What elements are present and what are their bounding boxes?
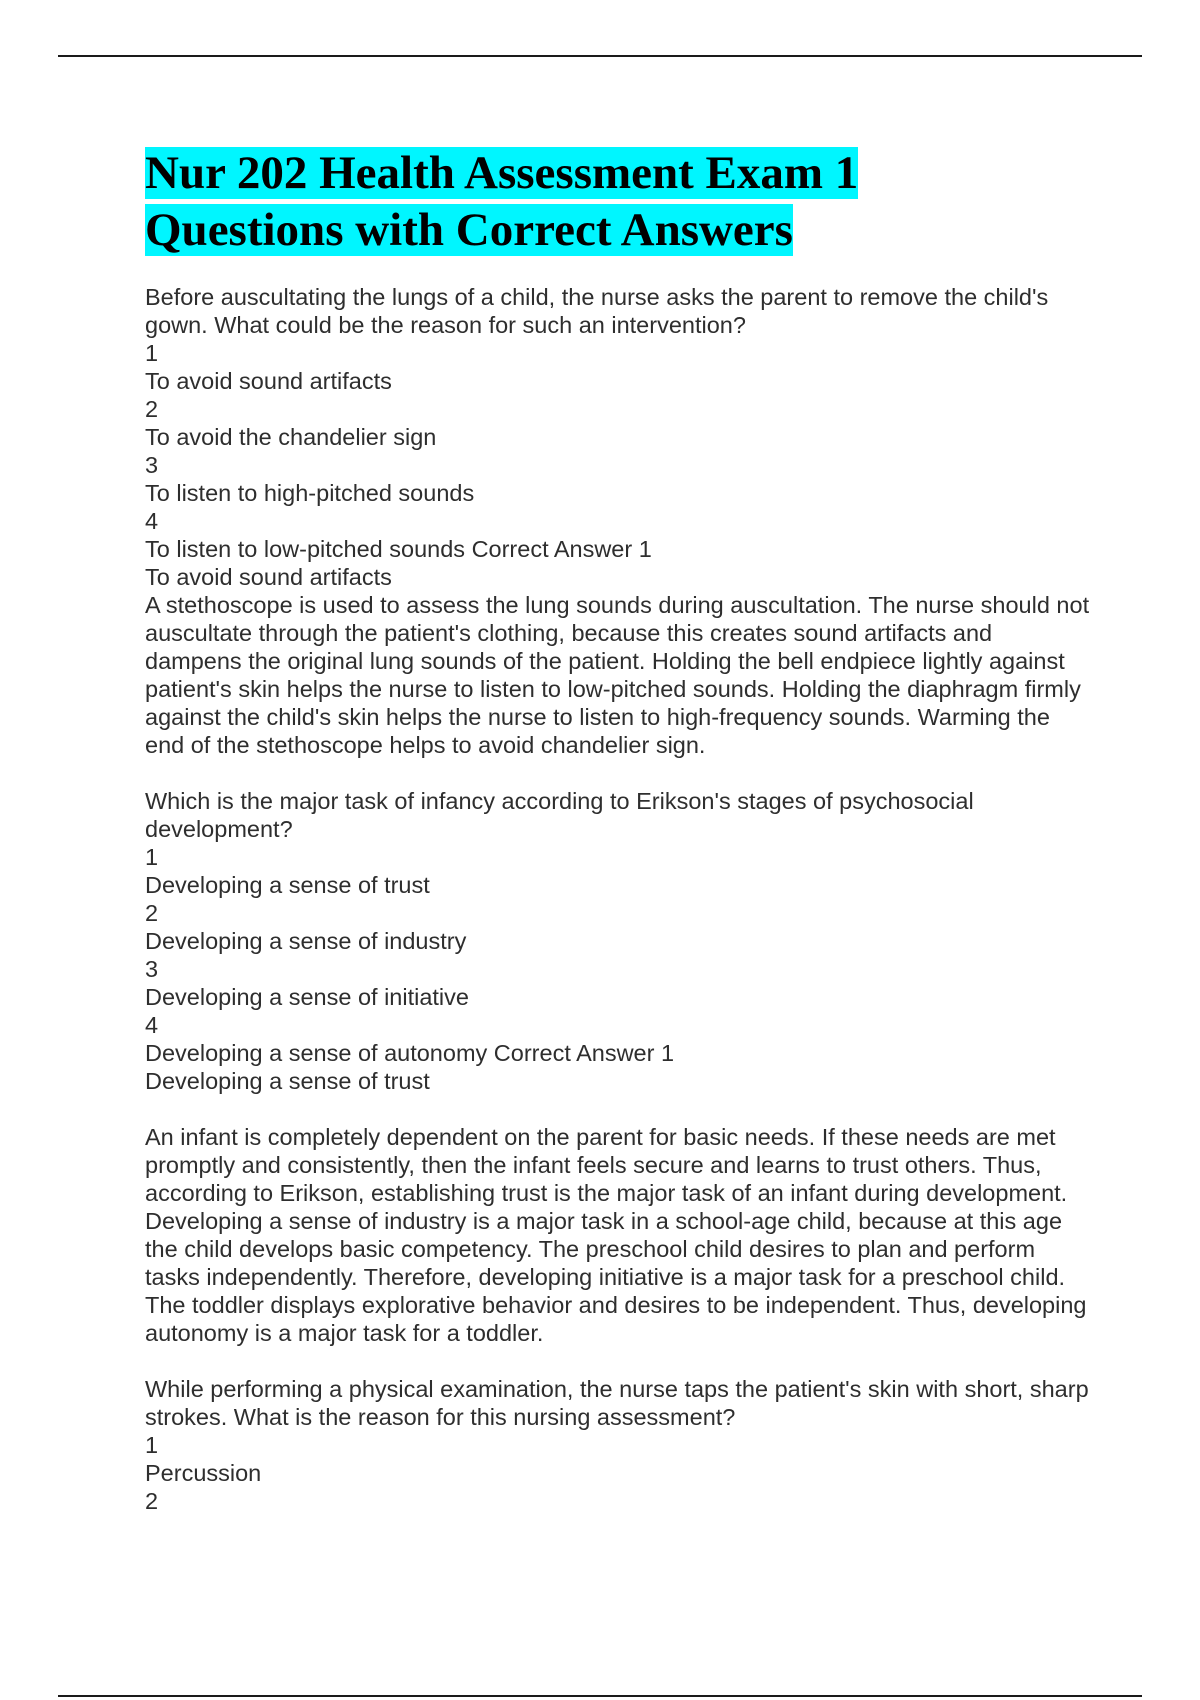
option-number: 4 (145, 1012, 159, 1038)
document-body (145, 145, 1090, 1543)
option-text: Developing a sense of autonomy Correct Answer 1 (145, 1040, 675, 1066)
document-title (145, 145, 1090, 259)
question-text: Before auscultating the lungs of a child, the nurse asks the parent to remove the child's gown. What could be the reason for such an intervention? (145, 284, 1049, 338)
footer-rule (58, 1695, 1142, 1697)
option-text: Percussion (145, 1460, 262, 1486)
option-text: Developing a sense of initiative (145, 984, 469, 1010)
option-number: 2 (145, 900, 159, 926)
answer-text: Developing a sense of trust (145, 1068, 430, 1094)
option-text: Developing a sense of industry (145, 928, 467, 954)
option-number: 1 (145, 340, 159, 366)
option-text: To listen to low-pitched sounds Correct Answer 1 (145, 536, 652, 562)
question-block-1 (145, 283, 1090, 759)
option-number: 1 (145, 1432, 159, 1458)
explanation-text: A stethoscope is used to assess the lung sounds during auscultation. The nurse should not auscultate through the patient's clothing, because this creates sound artifacts and dampens the original lung sounds of the patient. Holding the bell endpiece lightly against patient's skin helps the nurse to listen to low-pitched sounds. Holding the diaphragm firmly against the child's skin helps the nurse to listen to high-frequency sounds. Warming the end of the stethoscope helps to avoid chandelier sign. (145, 592, 1090, 758)
title-line-1: Nur 202 Health Assessment Exam 1 (145, 147, 859, 199)
header-rule (58, 55, 1142, 57)
option-number: 3 (145, 956, 159, 982)
question-text: While performing a physical examination, the nurse taps the patient's skin with short, sharp strokes. What is the reason for this nursing assessment? (145, 1376, 1089, 1430)
question-block-3 (145, 1375, 1090, 1515)
question-block-2 (145, 787, 1090, 1347)
option-text: To listen to high-pitched sounds (145, 480, 475, 506)
blank-line (145, 1095, 1090, 1123)
option-number: 2 (145, 1488, 159, 1514)
option-number: 2 (145, 396, 159, 422)
option-text: To avoid the chandelier sign (145, 424, 437, 450)
option-text: To avoid sound artifacts (145, 368, 392, 394)
title-line-2: Questions with Correct Answers (145, 204, 793, 256)
option-number: 4 (145, 508, 159, 534)
answer-text: To avoid sound artifacts (145, 564, 392, 590)
option-number: 1 (145, 844, 159, 870)
explanation-text: An infant is completely dependent on the parent for basic needs. If these needs are met promptly and consistently, then the infant feels secure and learns to trust others. Thus, according to Erikson, establishing trust is the major task of an infant during development. Developing a sense of industry is a major task in a school-age child, because at this age the child develops basic competency. The preschool child desires to plan and perform tasks independently. Therefore, developing initiative is a major task for a preschool child. The toddler displays explorative behavior and desires to be independent. Thus, developing autonomy is a major task for a toddler. (145, 1124, 1087, 1346)
option-number: 3 (145, 452, 159, 478)
option-text: Developing a sense of trust (145, 872, 430, 898)
question-text: Which is the major task of infancy according to Erikson's stages of psychosocial development? (145, 788, 974, 842)
